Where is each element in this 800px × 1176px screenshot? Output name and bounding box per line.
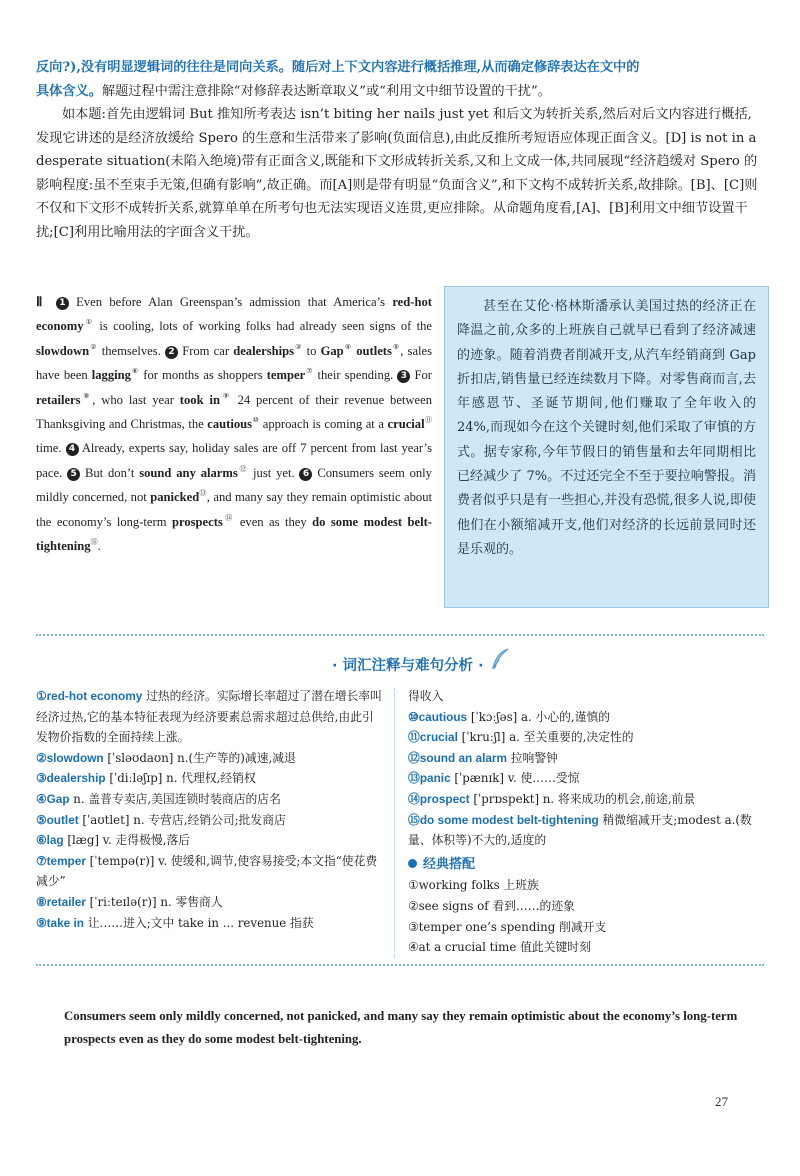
note-marker: ⑭ — [222, 513, 235, 522]
note-marker: ⑫ — [237, 464, 249, 473]
vocab-definition: [ˈsləʊdaʊn] n.(生产等的)减速,减退 — [103, 750, 296, 765]
note-marker: ⑩ — [252, 416, 260, 425]
vocab-headword: take in — [46, 915, 84, 930]
vocab-definition: n. 盖普专卖店,美国连锁时装商店的店名 — [69, 791, 281, 806]
vocab-number: ⑪ — [408, 730, 420, 745]
translation-text: 甚至在艾伦·格林斯潘承认美国过热的经济正在降温之前,众多的上班族自己就早已看到了经济减速的迹象。随着消费者削减开支,从汽车经销商到 Gap 折扣店,销售量已经连续数月下降。对零售商而言,去年感恩节、圣诞节期间,他们赚取了全年收入的 24%,而现如今在这个关键时刻,他们采取了审慎的方式。据专家称,今年节假日的销售量和去年同期相比已经减少了 7%。不过还完全不至于要拉响警报。消费者似乎只是有一些担心,并没有恐慌,很多人说,即使他们在小额缩减开支,他们对经济的长远前景同时还是乐观的。 — [457, 299, 756, 557]
note-marker: ⑬ — [199, 489, 207, 498]
vocab-definition: [ˈaʊtlet] n. 专营店,经销公司;批发商店 — [78, 812, 286, 827]
vocab-definition: [ˈkɔːʃəs] a. 小心的,谨慎的 — [467, 709, 611, 724]
vocab-entry — [36, 768, 384, 789]
keyword: panicked — [150, 490, 200, 505]
note-marker: ⑮ — [90, 538, 98, 547]
vocab-entry — [408, 768, 768, 789]
vocab-definition: [ˈriːteɪlə(r)] n. 零售商人 — [85, 894, 223, 909]
keyword: took in — [179, 392, 220, 407]
analysis-line-1: 反向?),没有明显逻辑词的往往是同向关系。随后对上下文内容进行概括推理,从而确定修辞表达在文中的 — [36, 60, 640, 75]
translation-box — [444, 286, 769, 608]
vocab-entry — [36, 892, 384, 913]
vocab-number: ④ — [36, 791, 47, 806]
vocab-number: ⑮ — [408, 812, 420, 827]
passage-section-label: Ⅱ — [36, 294, 47, 309]
keyword: outlets — [356, 343, 392, 358]
collocation-item: ③temper one’s spending 削减开支 — [408, 919, 607, 934]
note-marker: ⑪ — [424, 416, 432, 425]
vocab-headword: do some modest belt-tightening — [419, 812, 599, 827]
vocab-definition: [ˈtempə(r)] v. 使缓和,调节,使容易接受;本文指“使花费减少” — [36, 853, 378, 889]
page-number: 27 — [715, 1094, 728, 1109]
vocab-number: ⑫ — [408, 750, 420, 765]
vocab-entry-continued: 得收入 — [408, 689, 444, 703]
keyword: do some modest belt-tightening — [36, 514, 432, 554]
note-marker: ③ — [294, 342, 303, 351]
vocab-entry — [408, 727, 768, 748]
vocab-number: ⑨ — [36, 915, 47, 930]
vocab-headword: outlet — [46, 812, 79, 827]
vocab-section-title: · 词汇注释与难句分析 · — [332, 648, 562, 674]
key-sentence: Consumers seem only mildly concerned, not panicked, and many say they remain optimistic about the economy’s long-term prospects even as they do some modest belt-tightening. — [64, 1009, 738, 1046]
vocab-entry — [36, 789, 384, 810]
vocab-entry — [408, 789, 768, 810]
vocab-headword: crucial — [419, 730, 458, 745]
column-separator — [394, 688, 395, 958]
vocab-number: ③ — [36, 771, 47, 786]
vocab-headword: panic — [419, 771, 451, 786]
vocab-number: ⑭ — [408, 791, 420, 806]
keyword: lagging — [91, 368, 131, 383]
collocation-item: ①working folks 上班族 — [408, 878, 539, 893]
vocab-definition: 稍微缩减开支;modest a.(数量、体积等)不大的,适度的 — [408, 812, 752, 848]
collocation-item: ④at a crucial time 值此关键时刻 — [408, 940, 591, 955]
vocab-definition: [læg] v. 走得极慢,落后 — [63, 833, 191, 848]
vocab-definition: 让……进入;文中 take in ... revenue 指获 — [83, 915, 314, 930]
vocab-number: ⑧ — [36, 894, 47, 909]
vocab-headword: red-hot economy — [46, 689, 143, 703]
bullet-icon — [408, 859, 417, 868]
vocab-definition: [ˈkruːʃl] a. 至关重要的,决定性的 — [457, 730, 634, 745]
keyword: Gap — [320, 343, 344, 358]
keyword: slowdown — [36, 343, 90, 358]
sentence-number: 1 — [56, 297, 69, 310]
vocab-definition: [ˈprɒspekt] n. 将来成功的机会,前途,前景 — [469, 791, 696, 806]
vocab-number: ⑬ — [408, 771, 420, 786]
vocab-headword: cautious — [418, 709, 468, 724]
vocab-entry — [36, 830, 384, 851]
section-divider — [36, 634, 764, 636]
vocab-entry — [36, 851, 384, 892]
vocab-definition: [ˈdiːləʃɪp] n. 代理权,经销权 — [105, 771, 256, 786]
keyword: retailers — [36, 392, 81, 407]
section-divider — [36, 964, 764, 966]
vocab-entry — [36, 913, 384, 934]
vocab-headword: slowdown — [46, 750, 104, 765]
vocab-left-column — [36, 686, 384, 933]
keyword: temper — [266, 368, 306, 383]
vocab-headword: lag — [46, 833, 64, 848]
note-marker: ④ — [343, 342, 353, 351]
note-marker: ⑤ — [391, 342, 401, 351]
vocab-entry — [36, 810, 384, 831]
vocab-headword: temper — [46, 853, 86, 868]
note-marker: ⑦ — [305, 367, 314, 376]
vocab-number: ① — [36, 689, 47, 703]
vocab-headword: retailer — [46, 894, 86, 909]
vocab-headword: prospect — [419, 791, 470, 806]
vocab-number: ⑩ — [408, 709, 419, 724]
vocab-entry — [36, 748, 384, 769]
keyword: prospects — [171, 514, 223, 529]
vocab-number: ② — [36, 750, 47, 765]
sentence-number: 4 — [66, 443, 79, 456]
vocab-definition: 过热的经济。实际增长率超过了潜在增长率叫经济过热,它的基本特征表现为经济要素总需求超过总供给,由此引发物价指数的全面持续上涨。 — [36, 689, 382, 745]
keyword: red-hot economy — [36, 295, 432, 334]
vocab-right-column — [408, 686, 768, 958]
note-marker: ⑨ — [219, 391, 232, 400]
note-marker: ⑧ — [80, 391, 93, 400]
vocab-entry — [408, 810, 768, 851]
vocab-entry — [408, 707, 768, 728]
analysis-line-2: 具体含义。解题过程中需注意排除“对修辞表达断章取义”或“利用文中细节设置的干扰”。 — [36, 83, 551, 99]
note-marker: ① — [83, 318, 95, 327]
vocab-entry — [36, 686, 384, 748]
vocab-headword: dealership — [46, 771, 106, 786]
vocab-definition: [ˈpænɪk] v. 使……受惊 — [450, 771, 580, 786]
note-marker: ⑥ — [130, 367, 140, 376]
sentence-number: 2 — [165, 346, 178, 359]
vocab-number: ⑥ — [36, 833, 47, 848]
collocation-title: 经典搭配 — [408, 855, 768, 876]
note-marker: ② — [89, 342, 98, 351]
keyword: crucial — [387, 417, 425, 432]
vocab-headword: sound an alarm — [419, 750, 507, 765]
keyword: dealerships — [233, 343, 295, 358]
keyword: sound any alarms — [139, 465, 238, 480]
vocab-number: ⑤ — [36, 812, 47, 827]
analysis-text — [36, 56, 762, 244]
vocab-definition: 拉响警钟 — [507, 750, 558, 765]
quill-icon — [490, 648, 510, 674]
vocab-headword: Gap — [46, 791, 70, 806]
sentence-number: 5 — [67, 468, 80, 481]
vocab-number: ⑦ — [36, 853, 47, 868]
sentence-number: 6 — [299, 468, 312, 481]
english-passage: Ⅱ 1 Even before Alan Greenspan’s admission that America’s red-hot economy① is cooling, lots of working folks had already seen signs of the slowdown② themselves. 2 From car dealerships③ to Gap④ outlets⑤, sales have been lagging⑥ for months as shoppers temper⑦ their spending. 3 For retailers⑧, who last year took in⑨ 24 percent of their revenue between Thanksgiving and Christmas, the cautious⑩ approach is coming at a crucial⑪ time. 4 Already, experts say, holiday sales are off 7 percent from last year’s pace. 5 But don’t sound any alarms⑫ just yet. 6 Consumers seem only mildly concerned, not panicked⑬, and many say they remain optimistic about the economy’s long-term prospects⑭ even as they do some modest belt-tightening⑮. — [36, 294, 433, 554]
keyword: cautious — [207, 417, 253, 432]
collocation-item: ②see signs of 看到……的迹象 — [408, 898, 575, 913]
sentence-number: 3 — [397, 370, 410, 383]
vocab-entry — [408, 748, 768, 769]
analysis-paragraph: 如本题:首先由逻辑词 But 推知所考表达 isn’t biting her nails just yet 和后文为转折关系,然后对后文内容进行概括,发现它讲述的是经济放缓给 Spero 的生意和生活带来了影响(负面信息),由此反推所考短语应体现正面含义。[D] is not in a desperate situation(未陷入绝境)带有正面含义,既能和下文形成转折关系,又和上文成一体,共同展现“经济趋缓对 Spero 的影响程度:虽不至束手无策,但确有影响”,故正确。而[A]则是带有明显“负面含义”,和下文构不成转折关系,故排除。[B]、[C]则不仅和下文形不成转折关系,就算单单在所考句也无法实现语义连贯,更应排除。从命题角度看,[A]、[B]利用文中细节设置干扰;[C]利用比喻用法的字面含义干扰。 — [36, 107, 758, 240]
